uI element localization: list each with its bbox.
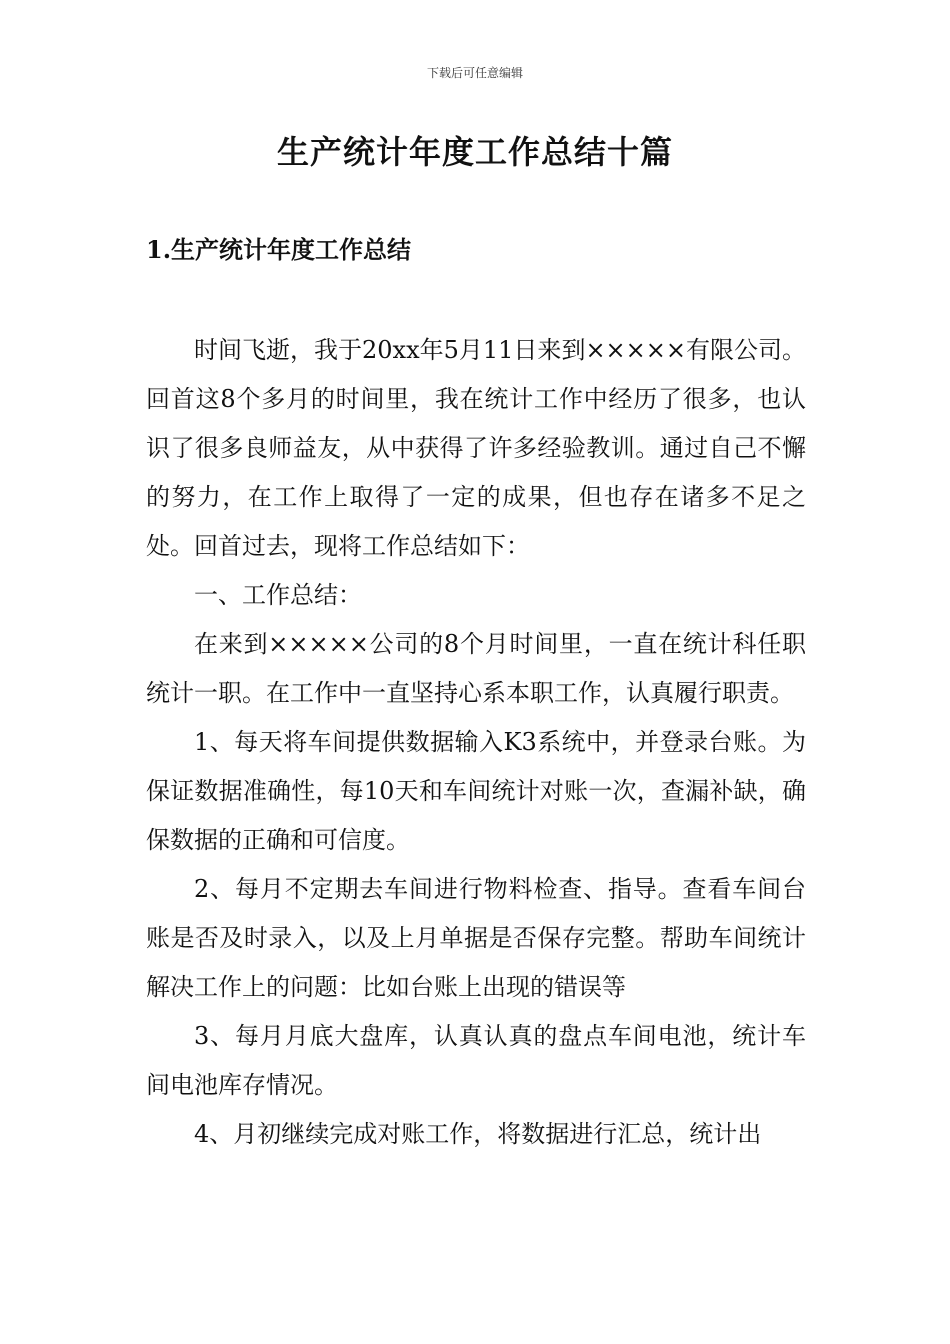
- paragraph: 3、每月月底大盘库，认真认真的盘点车间电池，统计车间电池库存情况。: [146, 1022, 806, 1099]
- document-title: 生产统计年度工作总结十篇: [276, 133, 673, 171]
- paragraph: 1、每天将车间提供数据输入K3系统中，并登录台账。为保证数据准确性，每10天和车间统计对账一次，查漏补缺，确保数据的正确和可信度。: [146, 728, 806, 854]
- body-text: [146, 326, 806, 1159]
- paragraph: 2、每月不定期去车间进行物料检查、指导。查看车间台账是否及时录入，以及上月单据是否保存完整。帮助车间统计解决工作上的问题：比如台账上出现的错误等: [146, 875, 806, 1001]
- header-note: 下载后可任意编辑: [426, 66, 523, 80]
- section-heading: 1.生产统计年度工作总结: [146, 235, 412, 264]
- paragraph: 时间飞逝，我于20xx年5月11日来到×××××有限公司。回首这8个多月的时间里，我在统计工作中经历了很多，也认识了很多良师益友，从中获得了许多经验教训。通过自己不懈的努力，在工作上取得了一定的成果，但也存在诸多不足之处。回首过去，现将工作总结如下：: [146, 336, 806, 560]
- paragraph: 在来到×××××公司的8个月时间里，一直在统计科任职统计一职。在工作中一直坚持心系本职工作，认真履行职责。: [146, 630, 806, 707]
- paragraph: 一、工作总结：: [194, 581, 362, 609]
- paragraph: 4、月初继续完成对账工作，将数据进行汇总，统计出: [194, 1120, 762, 1148]
